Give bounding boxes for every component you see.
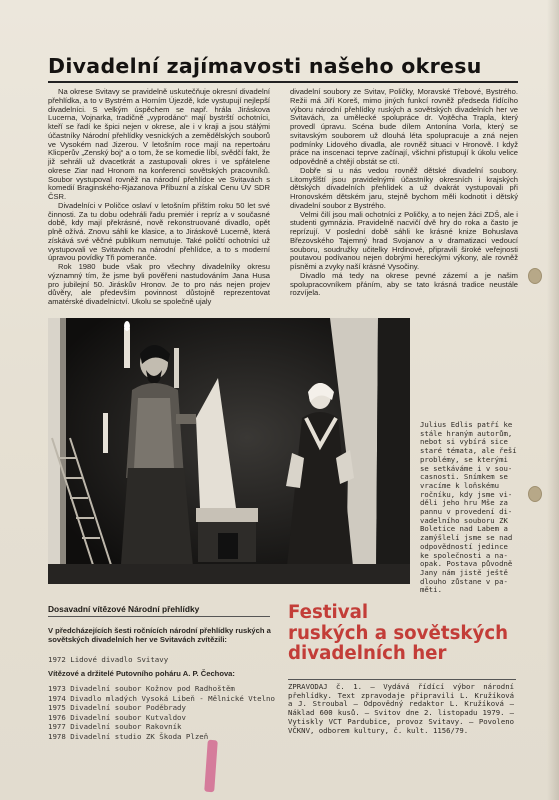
article-column-1	[48, 88, 270, 307]
col1-paragraph-2: Divadelníci v Poličce oslaví v letošním přištím roku 50 let své činnosti. Za tu dobu odehráli řadu premiér i repríz a v současné době, kdy mají překrásné, nově rekonstruované divadlo, opět plně ožívá. Znovu sáhli ke klasice, a to Jiráskově Lucerně, která získává své věčné publikum nemutuje. Také poličtí ochotníci už vystupovali ve Svitavách na národní přehlídce, a to s moderní úpravou povídky Tři pomeranče.	[48, 200, 270, 263]
winner-list-item: 1976 Divadelní soubor Kutvaldov	[48, 712, 186, 722]
stage-scene-image	[48, 318, 410, 584]
title-rule	[48, 81, 518, 83]
winners-heading: Dosavadní vítězové Národní přehlídky	[48, 604, 200, 614]
punch-hole-bottom	[528, 486, 542, 502]
imprint-text: ZPRAVODAJ č. 1. — Vydává řídící výbor národní přehlídky. Text zpravodaje připravili L. Kružíková a J. Stroubal — Odpovědný redaktor L. Kružíková — Náklad 600 kusů. — Svitov dne 2. listopadu 1979. — Vytiskly VCT Pardubice, provoz Svitavy. — Povoleno VČKNV, odborem kultury, č. kult. 1156/79.	[288, 682, 514, 735]
winner-list-item: 1978 Divadelní studio ZK Škoda Plzeň	[48, 731, 209, 741]
winners-rule	[48, 616, 270, 617]
festival-title	[288, 603, 518, 665]
festival-title-line: divadelních her	[288, 643, 447, 664]
photo-caption: Julius Edlis patří ke stále hraným autorům, nebot si vybírá sice staré témata, ale řeší problémy, se kterými se setkáváme i v sou- casnosti. Snímkem se vracíme k loňskému ročníku, kdy jsme vi- děli jeho hru Mše za pannu v provedení di- vadelního souboru ZK Boletice nad Labem a zamýšlelí jsme se nad odpovědností jedince ke společnosti a na- opak. Postava původně Jany nám jistě ještě dlouho zůstane v pa- měti.	[420, 420, 517, 595]
winners-note-2: Vítězové a držitelé Putovního poháru A. P. Čechova:	[48, 669, 235, 678]
winner-list-item: 1974 Divadlo mladých Vysoká Libeň - Mělnické Vtelno	[48, 693, 275, 703]
col1-paragraph-3: Rok 1980 bude však pro všechny divadelníky okresu významný tím, že jsme byli pověřeni nastudováním Jana Husa pro jubilejní 50. Jiráskův Hronov. Je to pro nás nejen projev důvěry, ale především povinnost důstojně reprezentovat amatérské divadelnictví. Ukolu se společně ujaly	[48, 262, 270, 306]
col1-paragraph-1: Na okrese Svitavy se pravidelně uskutečňuje okresní divadelní přehlídka, a to v Bystrém a Horním Újezdě, kde vystupují nejlepší divadelníci. S velkým úspěchem se např. hrála Jiráskova Lucerna, Vojnarka, tradičně „vyprodáno“ mají bystrští ochotníci, kteří se řadí ke špici nejen v okrese, ale i v kraji a jsou stálými účastníky Národní přehlídky vesnických a zemědělských souborů ve Vysokém nad Jizerou. V letošním roce mají na repertoáru Klicperův „Zenský boj“ a o tom, že se komedie líbí, svědčí fakt, že již sehráli už dvacetkrát a zastupovali okres i ve spřátelene okrese Ziar nad Hronom na konferenci sovětských pracovníků. Soubor vystupoval rovněž na národní přehlídce ve Svitavách s komedií Braginského-Rjazanova Příbuzní a získal Cenu ÚV SDR ČSR.	[48, 87, 270, 201]
page-edge-shadow	[547, 0, 559, 800]
col2-paragraph-2: Dobře si u nás vedou rovněž dětské divadelní soubory. Litomyšlští jsou pravidelnými účastníky okresních i krajských dětských divadelních přehlídek a už dvakrát vystupovali při Hronovském dětském jaru, stejně bychom měli kodnotit i dětský divadelní soubor z Bystrého.	[290, 165, 518, 210]
winners-note-1: V předcházejících šesti ročnících národní přehlídky ruských a sovětských divadelních her ve Svitavách zvítězili:	[48, 626, 271, 644]
col2-paragraph-3: Velmi čilí jsou mali ochotníci z Poličky, a to nejen žáci ZDŠ, ale i studenti gymnázia. Pravidelně nacvičí dvě hry do roka a často je reprízují. V poslední době sáhli ke krásné knize Bohuslava Březovského Tajemný hrad Svojanov a v dramatizaci vedoucí souboru, soudružky učitelky Hrdinové, připravili široké veřejnosti poutavou podívanou nejen dobrými hereckými výkony, ale rovněž písněmi a zvyky naší krásné Vysočiny.	[290, 209, 518, 271]
winner-1972: 1972 Lidové divadlo Svitavy	[48, 655, 169, 664]
winner-list-item: 1975 Divadelní soubor Poděbrady	[48, 703, 186, 713]
article-title: Divadelní zajímavosti našeho okresu	[48, 54, 482, 78]
col2-paragraph-1: divadelní soubory ze Svitav, Poličky, Moravské Třebové, Bystrého. Režii má Jiří Koreš, mimo jiných funkcí rovněž předseda řídícího výboru národní přehlídky ruských a sovětských divadelních her ve Svitavách, za umělecké spolupráce dr. Vojtěcha Trapla, který provedl úpravu. Scéna bude dílem Antonína Vorla, který se svitavským souborem už dlouhá léta spolupracuje a zná nejen podmínky Lidového divadla, ale rovněž situaci v Hronově. I když práce na inscenaci teprve začínají, všichni přistupují k úkolu velice odpovědně a chtějí obstát se ctí.	[290, 87, 518, 166]
winner-list-item: 1977 Divadelní soubor Rakovník	[48, 722, 182, 732]
pink-ink-mark	[204, 740, 218, 793]
punch-hole-top	[528, 268, 542, 284]
imprint-rule	[288, 679, 516, 680]
winners-first	[48, 655, 280, 665]
theatre-photo	[48, 318, 410, 584]
article-column-2	[290, 88, 518, 298]
winners-list	[48, 684, 280, 742]
winner-list-item: 1973 Divadelní soubor Kožnov pod Radhoštěm	[48, 684, 235, 693]
festival-title-line: Festival	[288, 602, 369, 623]
festival-title-line: ruských a sovětských	[288, 622, 509, 644]
col2-paragraph-4: Divadlo má tedy na okrese pevné zázemí a je našim spolupracovníkem přáním, aby se tato krásná tradice neustále rozvíjela.	[290, 270, 518, 298]
